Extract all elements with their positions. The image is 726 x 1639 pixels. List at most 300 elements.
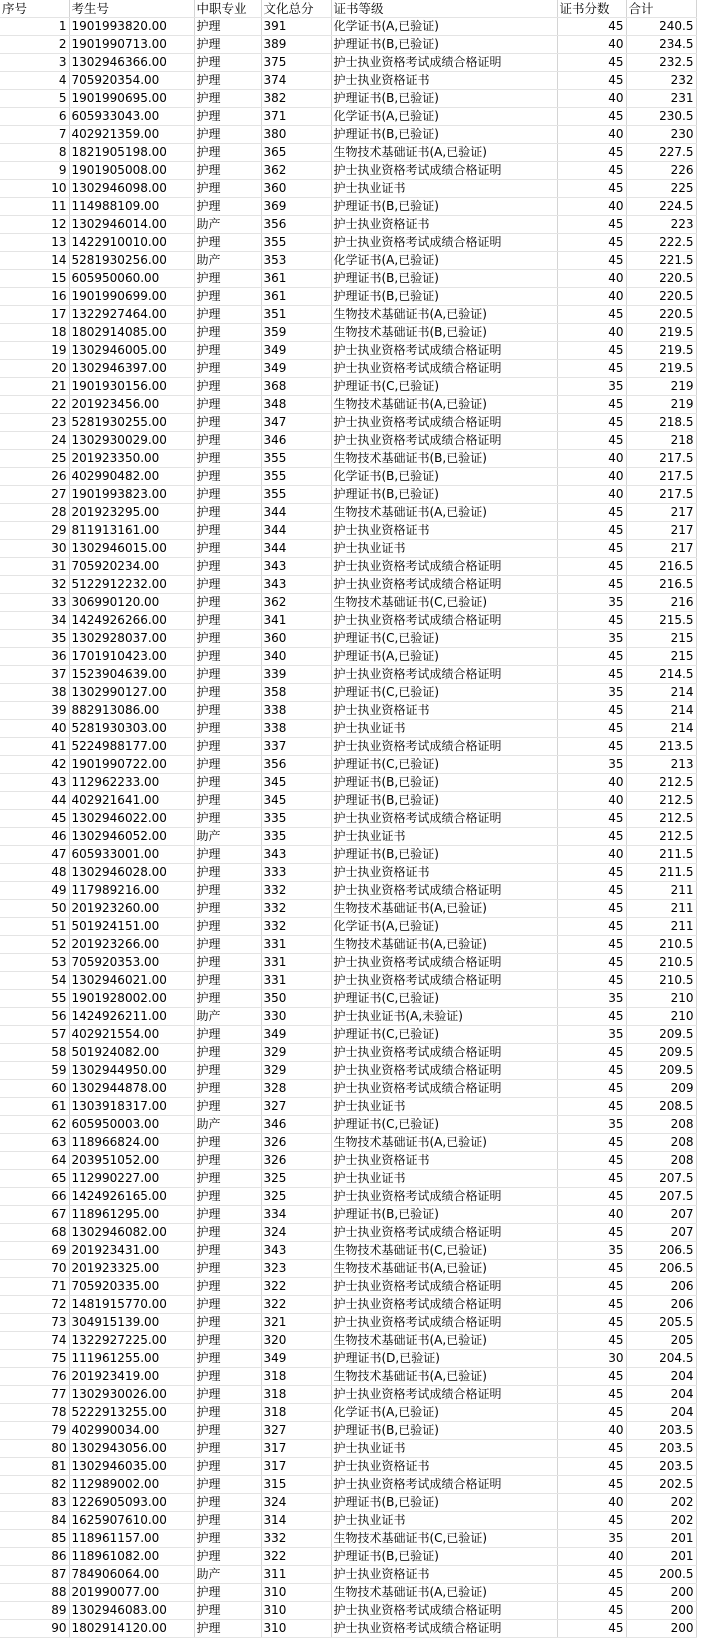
cell-exam-number[interactable]: 402921641.00 (69, 792, 194, 810)
cell-certificate-score[interactable]: 45 (557, 918, 626, 936)
cell-certificate-score[interactable]: 45 (557, 504, 626, 522)
cell-total[interactable]: 216.5 (626, 576, 696, 594)
header-exam-number[interactable]: 考生号 (69, 0, 194, 18)
cell-exam-number[interactable]: 1625907610.00 (69, 1512, 194, 1530)
cell-culture-score[interactable]: 338 (261, 702, 331, 720)
cell-certificate-score[interactable]: 35 (557, 1116, 626, 1134)
cell-index[interactable]: 67 (0, 1206, 69, 1224)
cell-certificate-level[interactable]: 护理证书(B,已验证) (331, 198, 557, 216)
cell-total[interactable]: 219.5 (626, 360, 696, 378)
cell-certificate-score[interactable]: 40 (557, 288, 626, 306)
cell-culture-score[interactable]: 325 (261, 1188, 331, 1206)
cell-major[interactable]: 护理 (194, 180, 261, 198)
cell-certificate-level[interactable]: 护理证书(B,已验证) (331, 270, 557, 288)
cell-culture-score[interactable]: 332 (261, 882, 331, 900)
cell-total[interactable]: 214 (626, 720, 696, 738)
cell-exam-number[interactable]: 1302946028.00 (69, 864, 194, 882)
cell-certificate-score[interactable]: 40 (557, 774, 626, 792)
cell-major[interactable]: 助产 (194, 1566, 261, 1584)
cell-exam-number[interactable]: 1302946082.00 (69, 1224, 194, 1242)
cell-certificate-score[interactable]: 45 (557, 1512, 626, 1530)
cell-index[interactable]: 13 (0, 234, 69, 252)
cell-index[interactable]: 11 (0, 198, 69, 216)
cell-certificate-level[interactable]: 生物技术基础证书(A,已验证) (331, 396, 557, 414)
cell-certificate-score[interactable]: 40 (557, 198, 626, 216)
cell-certificate-score[interactable]: 40 (557, 450, 626, 468)
cell-certificate-level[interactable]: 生物技术基础证书(A,已验证) (331, 1584, 557, 1602)
header-major[interactable]: 中职专业 (194, 0, 261, 18)
cell-certificate-level[interactable]: 护士执业资格考试成绩合格证明 (331, 1296, 557, 1314)
cell-certificate-score[interactable]: 45 (557, 1602, 626, 1620)
cell-certificate-level[interactable]: 护士执业资格考试成绩合格证明 (331, 162, 557, 180)
cell-major[interactable]: 护理 (194, 666, 261, 684)
cell-culture-score[interactable]: 343 (261, 846, 331, 864)
cell-certificate-score[interactable]: 45 (557, 1044, 626, 1062)
cell-index[interactable]: 60 (0, 1080, 69, 1098)
cell-certificate-score[interactable]: 45 (557, 162, 626, 180)
cell-index[interactable]: 29 (0, 522, 69, 540)
cell-index[interactable]: 25 (0, 450, 69, 468)
cell-index[interactable]: 19 (0, 342, 69, 360)
cell-major[interactable]: 助产 (194, 216, 261, 234)
cell-certificate-level[interactable]: 护士执业资格考试成绩合格证明 (331, 1620, 557, 1638)
cell-certificate-score[interactable]: 35 (557, 630, 626, 648)
cell-total[interactable]: 210 (626, 1008, 696, 1026)
cell-culture-score[interactable]: 358 (261, 684, 331, 702)
cell-certificate-level[interactable]: 护士执业资格考试成绩合格证明 (331, 54, 557, 72)
cell-culture-score[interactable]: 360 (261, 630, 331, 648)
cell-major[interactable]: 护理 (194, 612, 261, 630)
cell-culture-score[interactable]: 329 (261, 1044, 331, 1062)
cell-major[interactable]: 护理 (194, 1386, 261, 1404)
cell-certificate-level[interactable]: 护理证书(B,已验证) (331, 1494, 557, 1512)
cell-certificate-level[interactable]: 生物技术基础证书(C,已验证) (331, 1530, 557, 1548)
cell-total[interactable]: 216 (626, 594, 696, 612)
cell-exam-number[interactable]: 201923266.00 (69, 936, 194, 954)
cell-culture-score[interactable]: 327 (261, 1098, 331, 1116)
cell-certificate-level[interactable]: 护士执业证书(A,未验证) (331, 1008, 557, 1026)
cell-total[interactable]: 219 (626, 378, 696, 396)
cell-major[interactable]: 护理 (194, 1134, 261, 1152)
cell-major[interactable]: 护理 (194, 1314, 261, 1332)
cell-total[interactable]: 206.5 (626, 1260, 696, 1278)
cell-exam-number[interactable]: 1302946005.00 (69, 342, 194, 360)
cell-exam-number[interactable]: 501924082.00 (69, 1044, 194, 1062)
cell-certificate-score[interactable]: 45 (557, 1368, 626, 1386)
cell-culture-score[interactable]: 327 (261, 1422, 331, 1440)
cell-major[interactable]: 护理 (194, 162, 261, 180)
cell-culture-score[interactable]: 345 (261, 774, 331, 792)
cell-certificate-score[interactable]: 45 (557, 522, 626, 540)
cell-certificate-score[interactable]: 45 (557, 144, 626, 162)
cell-index[interactable]: 72 (0, 1296, 69, 1314)
cell-certificate-level[interactable]: 护士执业资格证书 (331, 72, 557, 90)
cell-certificate-level[interactable]: 生物技术基础证书(A,已验证) (331, 306, 557, 324)
cell-culture-score[interactable]: 346 (261, 432, 331, 450)
cell-exam-number[interactable]: 112962233.00 (69, 774, 194, 792)
cell-major[interactable]: 护理 (194, 90, 261, 108)
cell-certificate-level[interactable]: 化学证书(A,已验证) (331, 1404, 557, 1422)
cell-culture-score[interactable]: 349 (261, 360, 331, 378)
cell-major[interactable]: 护理 (194, 1242, 261, 1260)
cell-index[interactable]: 64 (0, 1152, 69, 1170)
cell-index[interactable]: 50 (0, 900, 69, 918)
cell-index[interactable]: 26 (0, 468, 69, 486)
cell-total[interactable]: 217.5 (626, 450, 696, 468)
cell-total[interactable]: 203.5 (626, 1458, 696, 1476)
cell-certificate-score[interactable]: 35 (557, 1242, 626, 1260)
cell-total[interactable]: 209.5 (626, 1044, 696, 1062)
cell-certificate-score[interactable]: 40 (557, 270, 626, 288)
cell-index[interactable]: 70 (0, 1260, 69, 1278)
cell-total[interactable]: 218.5 (626, 414, 696, 432)
cell-total[interactable]: 224.5 (626, 198, 696, 216)
cell-culture-score[interactable]: 324 (261, 1494, 331, 1512)
cell-certificate-level[interactable]: 护士执业资格考试成绩合格证明 (331, 954, 557, 972)
cell-index[interactable]: 43 (0, 774, 69, 792)
cell-major[interactable]: 护理 (194, 36, 261, 54)
cell-certificate-score[interactable]: 40 (557, 792, 626, 810)
cell-culture-score[interactable]: 310 (261, 1584, 331, 1602)
cell-exam-number[interactable]: 1302928037.00 (69, 630, 194, 648)
cell-culture-score[interactable]: 343 (261, 576, 331, 594)
cell-culture-score[interactable]: 331 (261, 972, 331, 990)
cell-certificate-score[interactable]: 45 (557, 108, 626, 126)
cell-major[interactable]: 助产 (194, 252, 261, 270)
cell-index[interactable]: 62 (0, 1116, 69, 1134)
cell-total[interactable]: 220.5 (626, 306, 696, 324)
cell-certificate-score[interactable]: 35 (557, 1026, 626, 1044)
cell-index[interactable]: 86 (0, 1548, 69, 1566)
cell-culture-score[interactable]: 361 (261, 288, 331, 306)
cell-index[interactable]: 32 (0, 576, 69, 594)
cell-certificate-level[interactable]: 护士执业资格考试成绩合格证明 (331, 1278, 557, 1296)
cell-major[interactable]: 护理 (194, 18, 261, 36)
cell-major[interactable]: 护理 (194, 792, 261, 810)
cell-culture-score[interactable]: 355 (261, 450, 331, 468)
cell-certificate-level[interactable]: 护士执业资格考试成绩合格证明 (331, 432, 557, 450)
cell-major[interactable]: 护理 (194, 288, 261, 306)
cell-culture-score[interactable]: 350 (261, 990, 331, 1008)
cell-certificate-score[interactable]: 45 (557, 1314, 626, 1332)
cell-total[interactable]: 217.5 (626, 486, 696, 504)
cell-index[interactable]: 12 (0, 216, 69, 234)
cell-certificate-score[interactable]: 45 (557, 558, 626, 576)
cell-major[interactable]: 护理 (194, 54, 261, 72)
cell-culture-score[interactable]: 321 (261, 1314, 331, 1332)
cell-index[interactable]: 77 (0, 1386, 69, 1404)
cell-index[interactable]: 76 (0, 1368, 69, 1386)
cell-certificate-score[interactable]: 45 (557, 1620, 626, 1638)
cell-certificate-score[interactable]: 40 (557, 126, 626, 144)
cell-total[interactable]: 203.5 (626, 1440, 696, 1458)
cell-certificate-score[interactable]: 35 (557, 1530, 626, 1548)
cell-total[interactable]: 200 (626, 1620, 696, 1638)
cell-index[interactable]: 69 (0, 1242, 69, 1260)
cell-total[interactable]: 212.5 (626, 810, 696, 828)
cell-culture-score[interactable]: 332 (261, 918, 331, 936)
cell-certificate-score[interactable]: 45 (557, 954, 626, 972)
cell-certificate-score[interactable]: 45 (557, 1080, 626, 1098)
cell-major[interactable]: 护理 (194, 882, 261, 900)
cell-index[interactable]: 10 (0, 180, 69, 198)
cell-exam-number[interactable]: 5122912232.00 (69, 576, 194, 594)
cell-major[interactable]: 护理 (194, 306, 261, 324)
cell-major[interactable]: 护理 (194, 954, 261, 972)
cell-exam-number[interactable]: 1523904639.00 (69, 666, 194, 684)
cell-certificate-level[interactable]: 生物技术基础证书(A,已验证) (331, 900, 557, 918)
cell-index[interactable]: 84 (0, 1512, 69, 1530)
cell-culture-score[interactable]: 326 (261, 1134, 331, 1152)
cell-certificate-score[interactable]: 45 (557, 900, 626, 918)
cell-index[interactable]: 73 (0, 1314, 69, 1332)
cell-total[interactable]: 227.5 (626, 144, 696, 162)
cell-index[interactable]: 54 (0, 972, 69, 990)
cell-certificate-score[interactable]: 40 (557, 1494, 626, 1512)
cell-culture-score[interactable]: 365 (261, 144, 331, 162)
cell-major[interactable]: 护理 (194, 504, 261, 522)
cell-culture-score[interactable]: 334 (261, 1206, 331, 1224)
cell-exam-number[interactable]: 1302946083.00 (69, 1602, 194, 1620)
cell-exam-number[interactable]: 5281930256.00 (69, 252, 194, 270)
cell-total[interactable]: 208 (626, 1152, 696, 1170)
cell-certificate-level[interactable]: 护理证书(B,已验证) (331, 1548, 557, 1566)
cell-certificate-level[interactable]: 护士执业资格考试成绩合格证明 (331, 1386, 557, 1404)
cell-total[interactable]: 215 (626, 630, 696, 648)
cell-total[interactable]: 204.5 (626, 1350, 696, 1368)
cell-index[interactable]: 71 (0, 1278, 69, 1296)
cell-total[interactable]: 208 (626, 1116, 696, 1134)
cell-certificate-score[interactable]: 45 (557, 576, 626, 594)
cell-certificate-level[interactable]: 护理证书(B,已验证) (331, 1422, 557, 1440)
cell-major[interactable]: 护理 (194, 1224, 261, 1242)
cell-culture-score[interactable]: 349 (261, 342, 331, 360)
cell-certificate-score[interactable]: 45 (557, 810, 626, 828)
cell-exam-number[interactable]: 1481915770.00 (69, 1296, 194, 1314)
cell-index[interactable]: 82 (0, 1476, 69, 1494)
cell-total[interactable]: 207 (626, 1224, 696, 1242)
cell-certificate-level[interactable]: 护士执业证书 (331, 180, 557, 198)
cell-certificate-score[interactable]: 40 (557, 90, 626, 108)
cell-certificate-level[interactable]: 护士执业证书 (331, 720, 557, 738)
cell-certificate-level[interactable]: 护士执业资格考试成绩合格证明 (331, 1062, 557, 1080)
cell-index[interactable]: 44 (0, 792, 69, 810)
cell-total[interactable]: 212.5 (626, 774, 696, 792)
cell-major[interactable]: 护理 (194, 1026, 261, 1044)
cell-index[interactable]: 59 (0, 1062, 69, 1080)
cell-certificate-score[interactable]: 40 (557, 1548, 626, 1566)
cell-major[interactable]: 护理 (194, 558, 261, 576)
cell-culture-score[interactable]: 329 (261, 1062, 331, 1080)
cell-major[interactable]: 护理 (194, 234, 261, 252)
cell-total[interactable]: 203.5 (626, 1422, 696, 1440)
cell-culture-score[interactable]: 380 (261, 126, 331, 144)
cell-index[interactable]: 18 (0, 324, 69, 342)
cell-certificate-score[interactable]: 45 (557, 1170, 626, 1188)
cell-total[interactable]: 214.5 (626, 666, 696, 684)
cell-total[interactable]: 217 (626, 522, 696, 540)
cell-exam-number[interactable]: 118961082.00 (69, 1548, 194, 1566)
cell-exam-number[interactable]: 201923431.00 (69, 1242, 194, 1260)
cell-major[interactable]: 护理 (194, 1458, 261, 1476)
cell-certificate-level[interactable]: 护理证书(C,已验证) (331, 684, 557, 702)
cell-certificate-level[interactable]: 护理证书(C,已验证) (331, 756, 557, 774)
cell-certificate-score[interactable]: 45 (557, 1404, 626, 1422)
cell-total[interactable]: 214 (626, 684, 696, 702)
cell-culture-score[interactable]: 348 (261, 396, 331, 414)
cell-total[interactable]: 211.5 (626, 846, 696, 864)
cell-index[interactable]: 68 (0, 1224, 69, 1242)
cell-certificate-score[interactable]: 40 (557, 324, 626, 342)
cell-index[interactable]: 31 (0, 558, 69, 576)
cell-culture-score[interactable]: 362 (261, 162, 331, 180)
cell-exam-number[interactable]: 118961157.00 (69, 1530, 194, 1548)
cell-certificate-level[interactable]: 生物技术基础证书(B,已验证) (331, 450, 557, 468)
cell-total[interactable]: 207.5 (626, 1188, 696, 1206)
cell-certificate-level[interactable]: 护理证书(B,已验证) (331, 1206, 557, 1224)
cell-exam-number[interactable]: 1802914120.00 (69, 1620, 194, 1638)
cell-total[interactable]: 232.5 (626, 54, 696, 72)
cell-major[interactable]: 护理 (194, 1098, 261, 1116)
cell-index[interactable]: 83 (0, 1494, 69, 1512)
cell-exam-number[interactable]: 605933001.00 (69, 846, 194, 864)
cell-major[interactable]: 护理 (194, 1206, 261, 1224)
cell-certificate-score[interactable]: 45 (557, 1458, 626, 1476)
cell-exam-number[interactable]: 1424926211.00 (69, 1008, 194, 1026)
cell-major[interactable]: 护理 (194, 738, 261, 756)
cell-total[interactable]: 202 (626, 1494, 696, 1512)
cell-certificate-level[interactable]: 护理证书(C,已验证) (331, 630, 557, 648)
cell-certificate-level[interactable]: 生物技术基础证书(A,已验证) (331, 936, 557, 954)
cell-exam-number[interactable]: 1821905198.00 (69, 144, 194, 162)
cell-major[interactable]: 护理 (194, 594, 261, 612)
cell-certificate-level[interactable]: 护理证书(B,已验证) (331, 36, 557, 54)
cell-culture-score[interactable]: 322 (261, 1296, 331, 1314)
cell-total[interactable]: 205 (626, 1332, 696, 1350)
header-certificate-level[interactable]: 证书等级 (331, 0, 557, 18)
cell-major[interactable]: 护理 (194, 1278, 261, 1296)
cell-total[interactable]: 211 (626, 882, 696, 900)
cell-culture-score[interactable]: 346 (261, 1116, 331, 1134)
cell-major[interactable]: 护理 (194, 1260, 261, 1278)
cell-exam-number[interactable]: 402921359.00 (69, 126, 194, 144)
cell-certificate-score[interactable]: 45 (557, 828, 626, 846)
cell-major[interactable]: 护理 (194, 774, 261, 792)
cell-major[interactable]: 护理 (194, 414, 261, 432)
cell-certificate-level[interactable]: 护理证书(B,已验证) (331, 846, 557, 864)
cell-certificate-score[interactable]: 45 (557, 612, 626, 630)
cell-certificate-level[interactable]: 护理证书(B,已验证) (331, 288, 557, 306)
cell-exam-number[interactable]: 1322927464.00 (69, 306, 194, 324)
cell-certificate-level[interactable]: 护士执业资格考试成绩合格证明 (331, 558, 557, 576)
cell-certificate-level[interactable]: 护士执业资格考试成绩合格证明 (331, 882, 557, 900)
cell-index[interactable]: 74 (0, 1332, 69, 1350)
cell-total[interactable]: 201 (626, 1530, 696, 1548)
cell-major[interactable]: 护理 (194, 936, 261, 954)
cell-certificate-level[interactable]: 生物技术基础证书(C,已验证) (331, 1242, 557, 1260)
cell-certificate-level[interactable]: 护士执业资格考试成绩合格证明 (331, 414, 557, 432)
cell-major[interactable]: 助产 (194, 1008, 261, 1026)
cell-major[interactable]: 护理 (194, 918, 261, 936)
cell-culture-score[interactable]: 332 (261, 900, 331, 918)
cell-exam-number[interactable]: 1302990127.00 (69, 684, 194, 702)
cell-exam-number[interactable]: 811913161.00 (69, 522, 194, 540)
cell-certificate-score[interactable]: 45 (557, 360, 626, 378)
cell-certificate-level[interactable]: 护士执业资格证书 (331, 864, 557, 882)
cell-total[interactable]: 208.5 (626, 1098, 696, 1116)
cell-certificate-level[interactable]: 生物技术基础证书(A,已验证) (331, 1134, 557, 1152)
cell-certificate-score[interactable]: 45 (557, 1224, 626, 1242)
cell-certificate-level[interactable]: 护士执业资格证书 (331, 216, 557, 234)
cell-index[interactable]: 40 (0, 720, 69, 738)
cell-certificate-score[interactable]: 45 (557, 252, 626, 270)
cell-index[interactable]: 61 (0, 1098, 69, 1116)
cell-certificate-score[interactable]: 45 (557, 864, 626, 882)
cell-culture-score[interactable]: 349 (261, 1026, 331, 1044)
cell-major[interactable]: 护理 (194, 468, 261, 486)
cell-culture-score[interactable]: 371 (261, 108, 331, 126)
cell-certificate-score[interactable]: 35 (557, 990, 626, 1008)
cell-certificate-score[interactable]: 45 (557, 306, 626, 324)
cell-certificate-score[interactable]: 45 (557, 1332, 626, 1350)
cell-certificate-level[interactable]: 护理证书(B,已验证) (331, 90, 557, 108)
cell-culture-score[interactable]: 333 (261, 864, 331, 882)
cell-index[interactable]: 2 (0, 36, 69, 54)
cell-certificate-level[interactable]: 生物技术基础证书(A,已验证) (331, 144, 557, 162)
cell-culture-score[interactable]: 369 (261, 198, 331, 216)
cell-exam-number[interactable]: 1901993820.00 (69, 18, 194, 36)
cell-culture-score[interactable]: 335 (261, 810, 331, 828)
cell-certificate-score[interactable]: 45 (557, 432, 626, 450)
cell-certificate-level[interactable]: 护士执业资格考试成绩合格证明 (331, 972, 557, 990)
cell-index[interactable]: 21 (0, 378, 69, 396)
cell-total[interactable]: 221.5 (626, 252, 696, 270)
cell-exam-number[interactable]: 1422910010.00 (69, 234, 194, 252)
cell-exam-number[interactable]: 1424926266.00 (69, 612, 194, 630)
cell-certificate-level[interactable]: 生物技术基础证书(C,已验证) (331, 594, 557, 612)
cell-exam-number[interactable]: 1802914085.00 (69, 324, 194, 342)
cell-certificate-score[interactable]: 45 (557, 54, 626, 72)
cell-certificate-score[interactable]: 45 (557, 738, 626, 756)
cell-certificate-score[interactable]: 45 (557, 1062, 626, 1080)
cell-total[interactable]: 215 (626, 648, 696, 666)
cell-certificate-level[interactable]: 护士执业资格证书 (331, 702, 557, 720)
cell-culture-score[interactable]: 349 (261, 1350, 331, 1368)
cell-major[interactable]: 护理 (194, 432, 261, 450)
cell-index[interactable]: 39 (0, 702, 69, 720)
cell-major[interactable]: 护理 (194, 144, 261, 162)
cell-index[interactable]: 66 (0, 1188, 69, 1206)
cell-certificate-level[interactable]: 护士执业资格考试成绩合格证明 (331, 1080, 557, 1098)
cell-exam-number[interactable]: 201923456.00 (69, 396, 194, 414)
cell-exam-number[interactable]: 1302943056.00 (69, 1440, 194, 1458)
cell-exam-number[interactable]: 201923350.00 (69, 450, 194, 468)
cell-major[interactable]: 护理 (194, 756, 261, 774)
cell-certificate-score[interactable]: 45 (557, 1476, 626, 1494)
cell-total[interactable]: 200 (626, 1602, 696, 1620)
cell-index[interactable]: 58 (0, 1044, 69, 1062)
cell-index[interactable]: 75 (0, 1350, 69, 1368)
cell-exam-number[interactable]: 1302946022.00 (69, 810, 194, 828)
cell-exam-number[interactable]: 201923419.00 (69, 1368, 194, 1386)
cell-index[interactable]: 87 (0, 1566, 69, 1584)
cell-total[interactable]: 204 (626, 1368, 696, 1386)
cell-certificate-level[interactable]: 护理证书(C,已验证) (331, 990, 557, 1008)
cell-certificate-score[interactable]: 45 (557, 936, 626, 954)
cell-exam-number[interactable]: 605950003.00 (69, 1116, 194, 1134)
cell-major[interactable]: 护理 (194, 1044, 261, 1062)
cell-exam-number[interactable]: 1303918317.00 (69, 1098, 194, 1116)
